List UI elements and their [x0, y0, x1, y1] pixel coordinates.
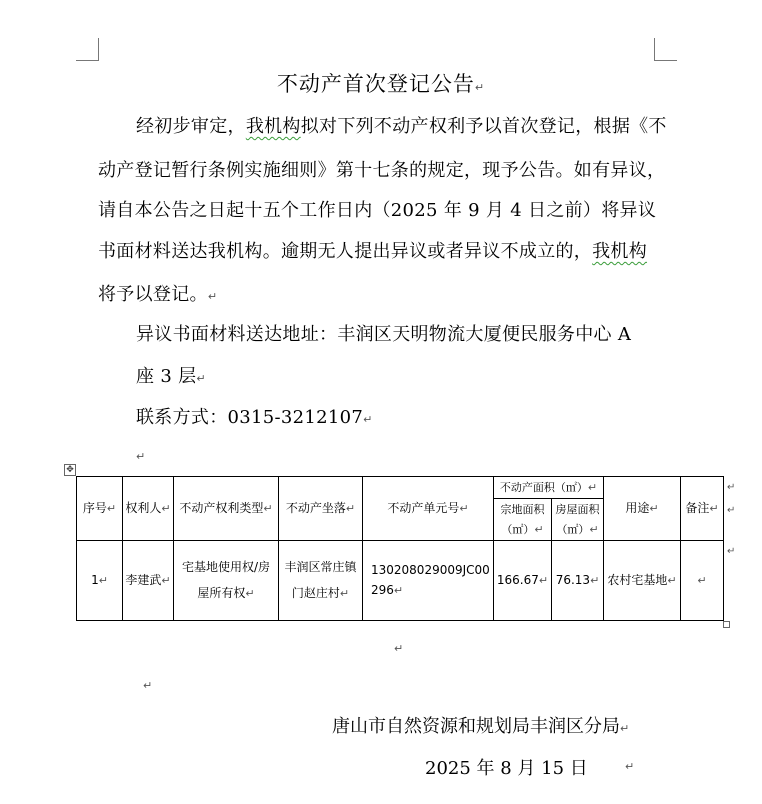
paragraph-mark: ↵ [207, 290, 218, 303]
signature-organization: 唐山市自然资源和规划局丰润区分局↵ [332, 716, 630, 737]
crop-mark-top-left [76, 38, 99, 61]
contact-line: 联系方式：0315-3212107↵ [136, 407, 373, 428]
cell-usage: 农村宅基地↵ [604, 541, 681, 621]
table-move-handle-icon[interactable]: ✥ [64, 464, 76, 476]
header-remark: 备注↵ [681, 477, 724, 541]
paragraph-mark: ↵ [196, 372, 206, 385]
grammar-flagged-text: 我机构 [592, 241, 648, 262]
address-line-1: 异议书面材料送达地址：丰润区天明物流大厦便民服务中心 A [136, 324, 632, 345]
cell-house-area: 76.13↵ [552, 541, 604, 621]
header-house-area: 房屋面积（㎡）↵ [552, 499, 604, 541]
empty-paragraph-mark: ↵ [136, 450, 146, 463]
document-title: 不动产首次登记公告↵ [276, 72, 486, 96]
cell-owner: 李建武↵ [123, 541, 174, 621]
paragraph-line-4: 书面材料送达我机构。逾期无人提出异议或者异议不成立的，我机构 [98, 241, 648, 262]
header-owner: 权利人↵ [123, 477, 174, 541]
header-land-area: 宗地面积（㎡）↵ [494, 499, 552, 541]
header-location: 不动产坐落↵ [279, 477, 363, 541]
paragraph-line-1: 经初步审定，我机构拟对下列不动产权利予以首次登记，根据《不 [136, 116, 667, 137]
cell-location: 丰润区常庄镇门赵庄村↵ [279, 541, 363, 621]
header-area-group: 不动产面积（㎡）↵ [494, 477, 604, 499]
header-seq: 序号↵ [77, 477, 123, 541]
registration-table [76, 476, 724, 621]
cell-remark: ↵ [681, 541, 724, 621]
empty-paragraph-mark: ↵ [143, 679, 153, 692]
paragraph-line-3: 请自本公告之日起十五个工作日内（2025 年 9 月 4 日之前）将异议 [98, 200, 657, 221]
header-right-type: 不动产权利类型↵ [174, 477, 279, 541]
header-unit-no: 不动产单元号↵ [363, 477, 494, 541]
cell-right-type: 宅基地使用权/房屋所有权↵ [174, 541, 279, 621]
paragraph-mark: ↵ [363, 413, 373, 426]
header-usage: 用途↵ [604, 477, 681, 541]
paragraph-line-2: 动产登记暂行条例实施细则》第十七条的规定，现予公告。如有异议， [98, 160, 666, 181]
row-end-mark: ↵ [727, 482, 736, 493]
cell-seq: 1↵ [77, 541, 123, 621]
table-resize-handle[interactable] [723, 621, 730, 628]
address-line-2: 座 3 层↵ [136, 366, 206, 387]
row-end-mark: ↵ [727, 546, 736, 557]
grammar-flagged-text: 我机构 [245, 116, 301, 137]
paragraph-line-5: 将予以登记。↵ [98, 284, 218, 305]
crop-mark-top-right [654, 38, 677, 61]
cell-land-area: 166.67↵ [494, 541, 552, 621]
paragraph-mark: ↵ [625, 760, 635, 773]
paragraph-mark: ↵ [474, 81, 486, 94]
signature-date: 2025 年 8 月 15 日 [425, 758, 588, 779]
empty-paragraph-mark: ↵ [394, 642, 404, 655]
row-end-mark: ↵ [727, 505, 736, 516]
table-row [77, 541, 724, 621]
cell-unit-no: 130208029009JC00296↵ [363, 541, 494, 621]
